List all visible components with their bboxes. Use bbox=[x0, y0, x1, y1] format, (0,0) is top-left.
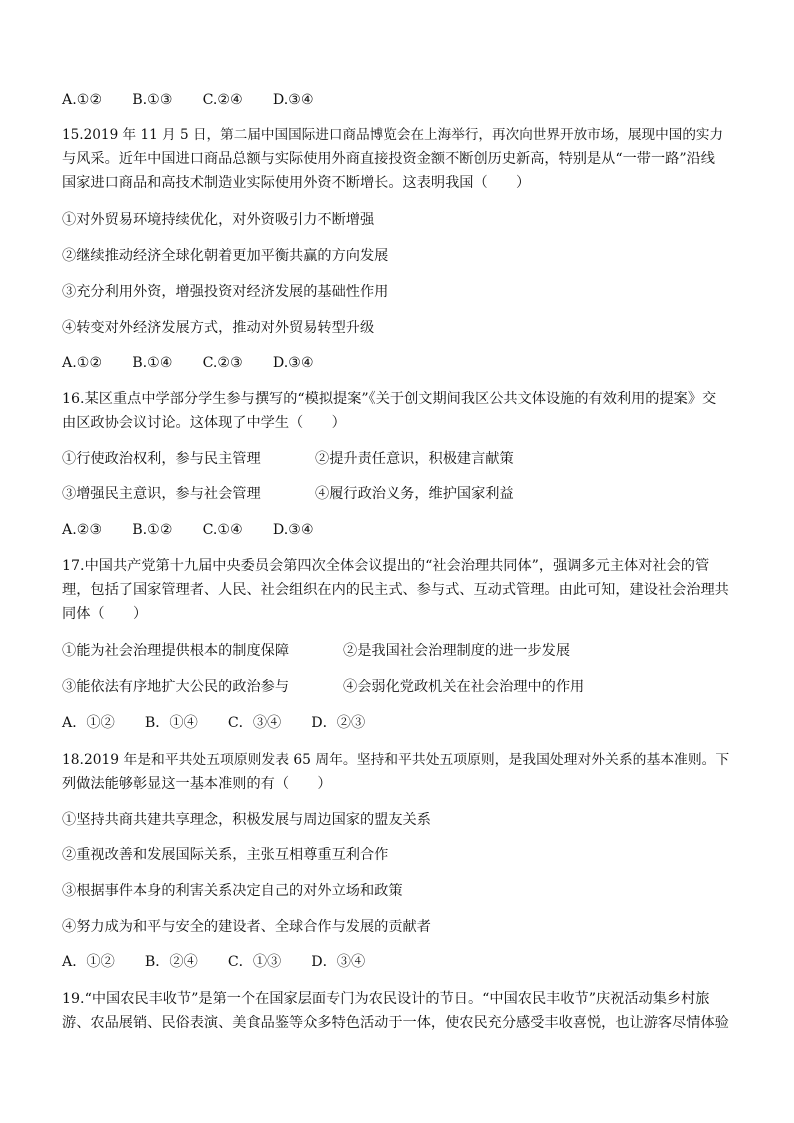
q14-options bbox=[62, 90, 314, 110]
q17-option-c: C．③④ bbox=[227, 715, 282, 731]
q16-option-d: D.③④ bbox=[272, 522, 314, 538]
q16-option-b: B.①② bbox=[132, 522, 173, 538]
q16-stem-line-2: 由区政协会议讨论。这体现了中学生（ ） bbox=[62, 415, 346, 431]
q14-option-d: D.③④ bbox=[272, 92, 314, 108]
q16-item-1: ①行使政治权利，参与民主管理 bbox=[62, 451, 261, 467]
q18-options bbox=[62, 952, 365, 972]
q15-option-c: C.②③ bbox=[202, 355, 243, 371]
q18-option-a: A．①② bbox=[62, 954, 115, 970]
q17-items-row-1 bbox=[62, 641, 570, 661]
q16-items-row-1 bbox=[62, 449, 514, 469]
q15-item-2: ②继续推动经济全球化朝着更加平衡共赢的方向发展 bbox=[62, 248, 389, 264]
q16-items-row-2 bbox=[62, 484, 514, 504]
q18-item-4: ④努力成为和平与安全的建设者、全球合作与发展的贡献者 bbox=[62, 919, 431, 935]
q17-item-1: ①能为社会治理提供根本的制度保障 bbox=[62, 643, 290, 659]
q18-stem-line-2: 列做法能够彰显这一基本准则的有（ ） bbox=[62, 776, 332, 792]
q18-stem-line-1: 18.2019 年是和平共处五项原则发表 65 周年。坚持和平共处五项原则，是我国处理对外关系的基本准则。下 bbox=[62, 752, 730, 768]
q16-item-4: ④履行政治义务，维护国家利益 bbox=[315, 486, 514, 502]
q18-item-2: ②重视改善和发展国际关系，主张互相尊重互利合作 bbox=[62, 847, 389, 863]
q15-stem-line-3: 国家进口商品和高技术制造业实际使用外资不断增长。这表明我国（ ） bbox=[62, 175, 531, 191]
q18-option-d: D．③④ bbox=[311, 954, 366, 970]
q16-item-2: ②提升责任意识，积极建言献策 bbox=[315, 451, 514, 467]
q18-option-b: B．②④ bbox=[144, 954, 198, 970]
q14-option-c: C.②④ bbox=[202, 92, 243, 108]
q17-option-a: A．①② bbox=[62, 715, 115, 731]
q16-option-a: A.②③ bbox=[62, 522, 103, 538]
q19-stem-line-2: 游、农品展销、民俗表演、美食品鉴等众多特色活动于一体，使农民充分感受丰收喜悦，也让游客尽情体验 bbox=[62, 1015, 729, 1031]
q17-item-4: ④会弱化党政机关在社会治理中的作用 bbox=[343, 679, 585, 695]
q15-option-d: D.③④ bbox=[272, 355, 314, 371]
q16-option-c: C.①④ bbox=[202, 522, 243, 538]
q15-item-3: ③充分利用外资，增强投资对经济发展的基础性作用 bbox=[62, 284, 389, 300]
q18-option-c: C．①③ bbox=[227, 954, 282, 970]
q15-item-1: ①对外贸易环境持续优化，对外资吸引力不断增强 bbox=[62, 212, 375, 228]
q18-item-1: ①坚持共商共建共享理念，积极发展与周边国家的盟友关系 bbox=[62, 812, 431, 828]
q17-stem-line-3: 同体（ ） bbox=[62, 606, 148, 622]
q17-items-row-2 bbox=[62, 677, 584, 697]
q16-item-3: ③增强民主意识，参与社会管理 bbox=[62, 486, 261, 502]
q17-option-b: B．①④ bbox=[144, 715, 198, 731]
q14-option-b: B.①③ bbox=[132, 92, 173, 108]
q15-option-b: B.①④ bbox=[132, 355, 173, 371]
q17-item-3: ③能依法有序地扩大公民的政治参与 bbox=[62, 679, 290, 695]
q14-option-a: A.①② bbox=[62, 92, 103, 108]
q17-option-d: D．②③ bbox=[311, 715, 366, 731]
q15-option-a: A.①② bbox=[62, 355, 103, 371]
q17-item-2: ②是我国社会治理制度的进一步发展 bbox=[343, 643, 571, 659]
q18-item-3: ③根据事件本身的利害关系决定自己的对外立场和政策 bbox=[62, 883, 403, 899]
q15-item-4: ④转变对外经济发展方式，推动对外贸易转型升级 bbox=[62, 320, 375, 336]
q17-stem-line-2: 理，包括了国家管理者、人民、社会组织在内的民主式、参与式、互动式管理。由此可知，建设社会治理共 bbox=[62, 582, 729, 598]
q16-stem-line-1: 16.某区重点中学部分学生参与撰写的“模拟提案”《关于创文期间我区公共文体设施的有效利用的提案》交 bbox=[62, 391, 717, 407]
q15-stem-line-2: 与风采。近年中国进口商品总额与实际使用外商直接投资金额不断创历史新高，特别是从“一带一路”沿线 bbox=[62, 151, 715, 167]
q19-stem-line-1: 19.“中国农民丰收节”是第一个在国家层面专门为农民设计的节日。“中国农民丰收节”庆祝活动集乡村旅 bbox=[62, 991, 710, 1007]
q17-options bbox=[62, 713, 365, 733]
q17-stem-line-1: 17.中国共产党第十九届中央委员会第四次全体会议提出的“社会治理共同体”，强调多元主体对社会的管 bbox=[62, 558, 710, 574]
q15-options bbox=[62, 353, 314, 373]
q16-options bbox=[62, 520, 314, 540]
q15-stem-line-1: 15.2019 年 11 月 5 日，第二届中国国际进口商品博览会在上海举行，再次向世界开放市场，展现中国的实力 bbox=[62, 127, 724, 143]
